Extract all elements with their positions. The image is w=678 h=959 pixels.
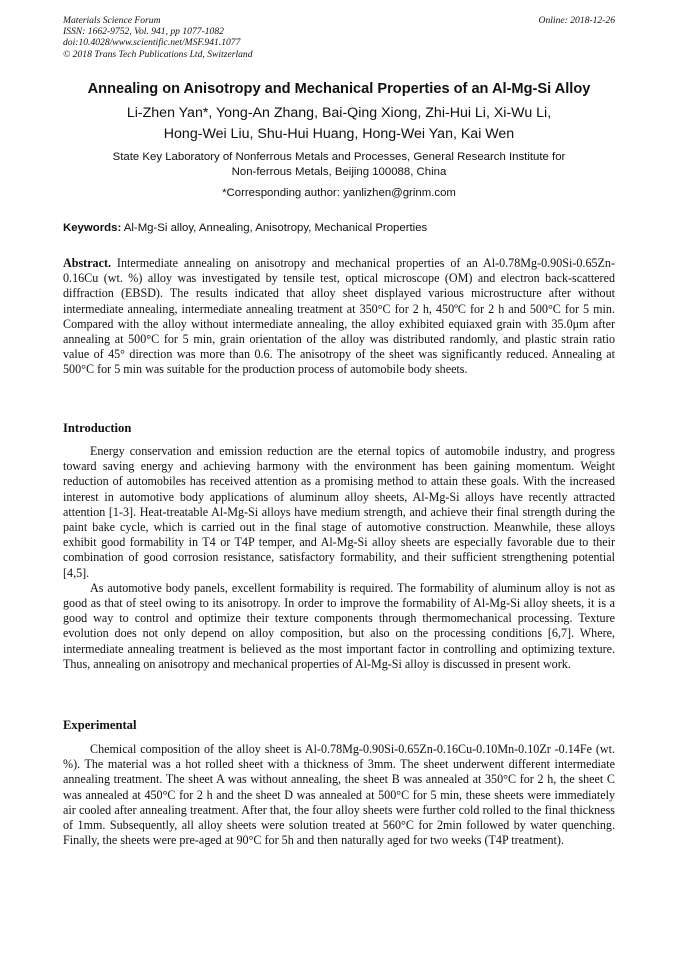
paper-title: Annealing on Anisotropy and Mechanical Properties of an Al-Mg-Si Alloy (87, 81, 591, 97)
section-heading-experimental: Experimental (63, 718, 137, 732)
affiliation-line-1: State Key Laboratory of Nonferrous Metals and Processes, General Research Institute for (112, 151, 566, 163)
journal-header (63, 15, 253, 60)
abstract-label: Abstract. (63, 256, 112, 270)
journal-name: Materials Science Forum (63, 15, 161, 26)
keywords-label: Keywords: (63, 222, 122, 234)
introduction-paragraph-1: Energy conservation and emission reduction are the eternal topics of automobile industry, and progress toward saving energy and achieving harmony with the environment has been gaining momentum. Weight reduction of automobiles has received attention as a promising method to attain these goals. With the increased interest in automotive body applications of aluminum alloy sheets, Al-Mg-Si alloys have recently attracted attention [1-3]. Heat-treatable Al-Mg-Si alloys have medium strength, and achieve their final strength during the paint bake cycle, which is carried out in the final stage of automotive construction. Meanwhile, these alloys exhibit good formability in T4 or T4P temper, and Al-Mg-Si alloy sheets are especially favorable due to their combination of good corrosion resistance, satisfactory formability, and their sufficient strengthening potential [4,5]. (63, 444, 615, 580)
section-heading-introduction: Introduction (63, 421, 132, 435)
journal-issn: ISSN: 1662-9752, Vol. 941, pp 1077-1082 (63, 26, 224, 38)
affiliation (40, 150, 638, 180)
introduction-paragraph-2: As automotive body panels, excellent formability is required. The formability of aluminum alloy is not as good as that of steel owing to its anisotropy. In order to improve the formability of Al-Mg-Si alloy sheets, it is a good way to control and optimize their texture components through thermomechanical processing. Texture evolution does not only depend on alloy composition, but also on the processing conditions [6,7]. Where, intermediate annealing treatment is believed as the most important factor in controlling and optimizing texture. Thus, annealing on anisotropy and mechanical properties of Al-Mg-Si alloy is discussed in present work. (63, 580, 615, 671)
authors-line-1: Li-Zhen Yan*, Yong-An Zhang, Bai-Qing Xiong, Zhi-Hui Li, Xi-Wu Li, (126, 105, 552, 121)
journal-doi: doi:10.4028/www.scientific.net/MSF.941.1077 (63, 37, 241, 49)
author-list (40, 103, 638, 145)
experimental-body (63, 742, 615, 848)
affiliation-line-2: Non-ferrous Metals, Beijing 100088, China (231, 166, 447, 178)
abstract (63, 256, 615, 378)
keywords (63, 221, 623, 236)
abstract-text: Intermediate annealing on anisotropy and mechanical properties of an Al-0.78Mg-0.90Si-0.65Zn-0.16Cu (wt. %) alloy was investigated by tensile test, optical microscope (OM) and electron back-scattered diffraction (EBSD). The results indicated that alloy sheet displayed various microstructure after without intermediate annealing, intermediate annealing treatment at 350°C for 2 h, 450ºC for 2 h and 500°C for 5 min. Compared with the alloy without intermediate annealing, the alloy exhibited equiaxed grain with 35.0μm after annealing at 500°C for 5 min, grain orientation of the alloy was distributed randomly, and plastic strain ratio value of 45° direction was more than 0.6. The anisotropy of the sheet was significantly reduced. Annealing at 500°C for 5 min was suitable for the production process of automobile body sheets. (63, 256, 615, 377)
authors-line-2: Hong-Wei Liu, Shu-Hui Huang, Hong-Wei Yan, Kai Wen (163, 126, 515, 142)
experimental-paragraph-1: Chemical composition of the alloy sheet is Al-0.78Mg-0.90Si-0.65Zn-0.16Cu-0.10Mn-0.10Zr -0.14Fe (wt. %). The material was a hot rolled sheet with a thickness of 3mm. The sheet underwent different intermediate annealing treatment. The sheet A was without annealing, the sheet B was annealed at 350°C for 2 h, the sheet C was annealed at 450°C for 2 h and the sheet D was annealed at 500°C for 5 min, these sheets were immediately air cooled after annealing treatment. After that, the four alloy sheets were further cold rolled to the final thickness of 1mm. Subsequently, all alloy sheets were solution treated at 560°C for 2min followed by water quenching. Finally, the sheets were pre-aged at 90°C for 5h and then naturally aged for two weeks (T4P treatment). (63, 742, 615, 848)
journal-copyright: © 2018 Trans Tech Publications Ltd, Switzerland (63, 48, 253, 60)
corresponding-author: *Corresponding author: yanlizhen@grinm.com (222, 187, 456, 199)
online-date: Online: 2018-12-26 (538, 15, 615, 26)
keywords-text: Al-Mg-Si alloy, Annealing, Anisotropy, Mechanical Properties (121, 222, 428, 234)
introduction-body (63, 444, 615, 672)
